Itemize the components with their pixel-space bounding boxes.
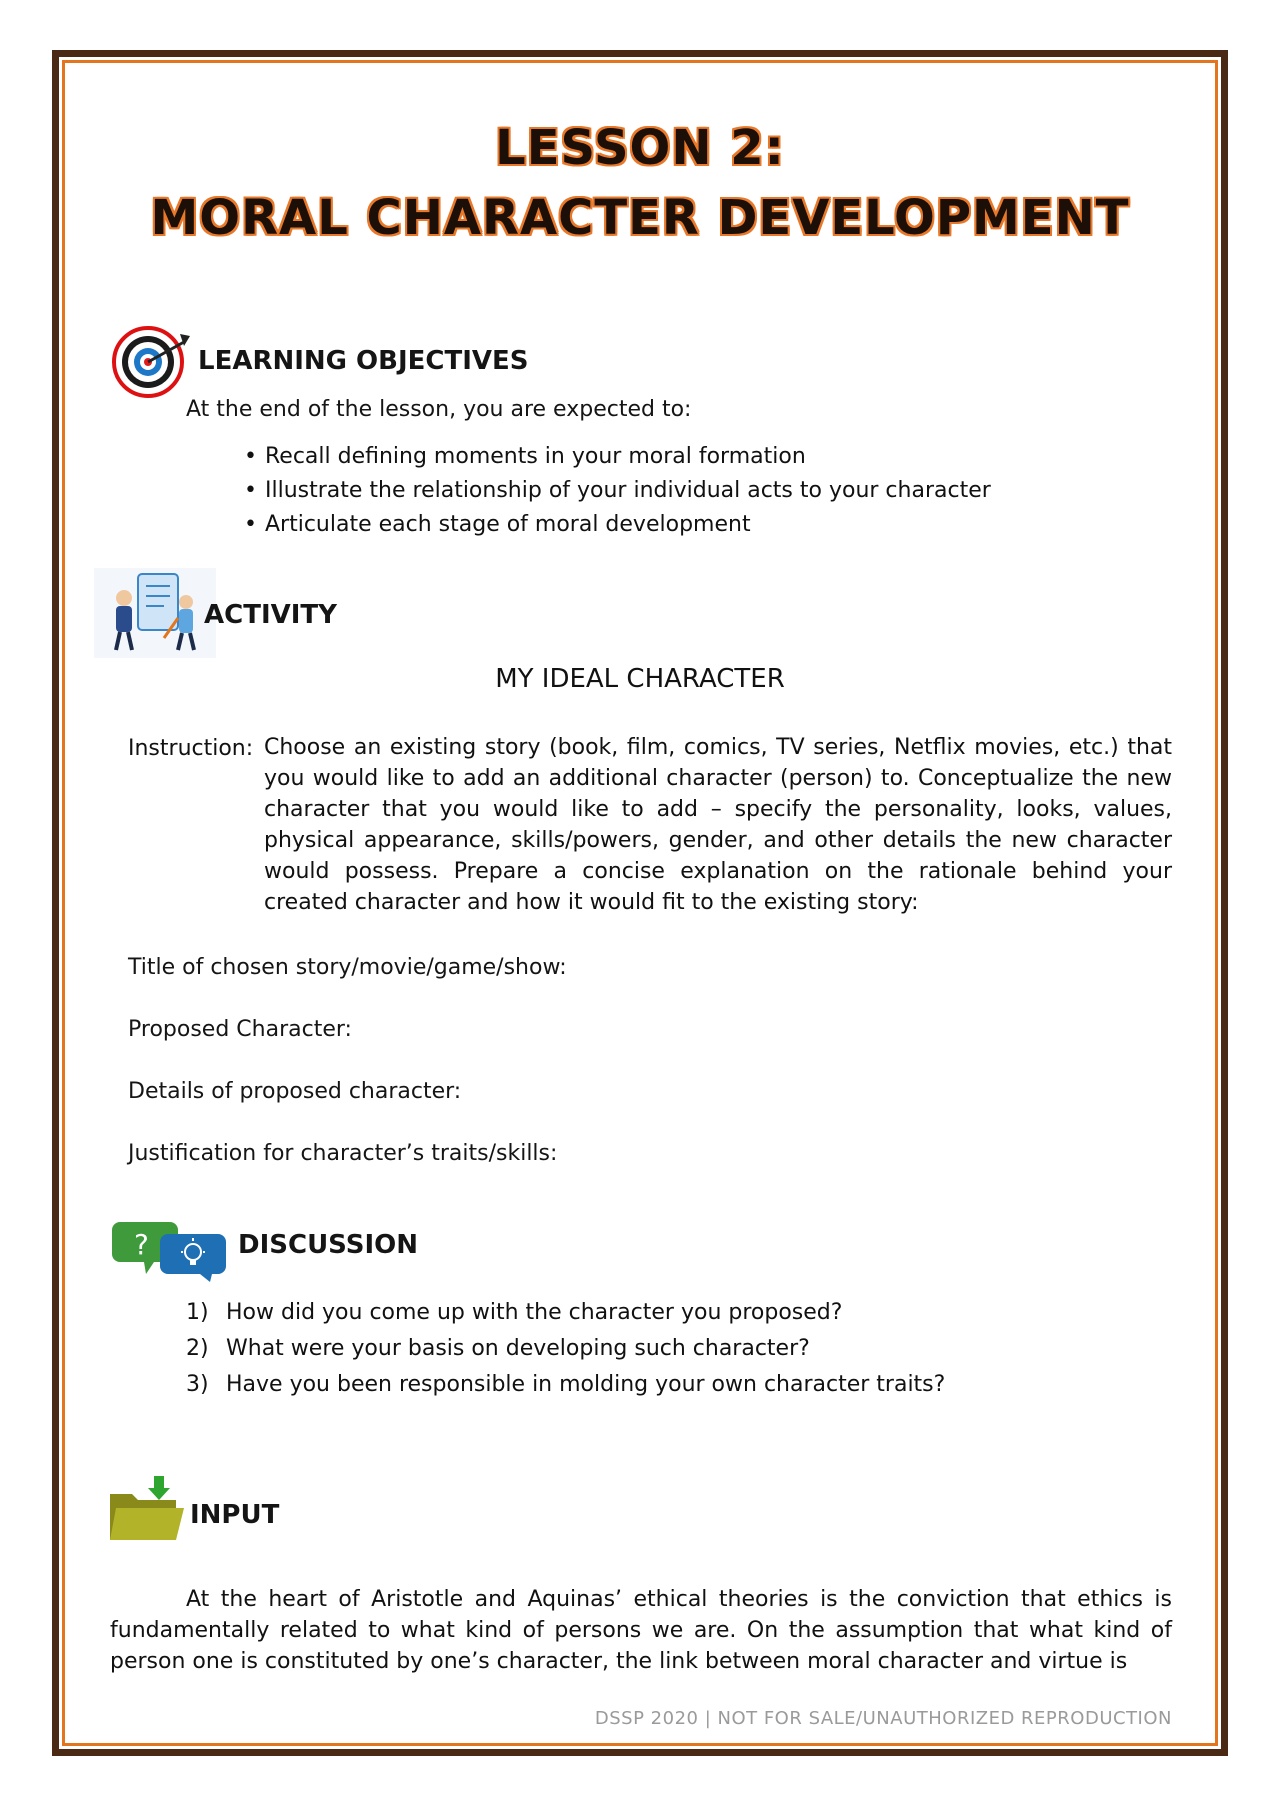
discussion-questions	[186, 1295, 945, 1403]
input-heading: INPUT	[190, 1500, 280, 1530]
instruction-label: Instruction:	[128, 736, 254, 761]
list-item: • Illustrate the relationship of your individual acts to your character	[244, 474, 991, 508]
field-justification: Justification for character’s traits/skills:	[128, 1141, 558, 1166]
speech-bubbles-icon	[110, 1218, 230, 1282]
list-item: • Articulate each stage of moral development	[244, 508, 991, 542]
discussion-heading: DISCUSSION	[238, 1230, 418, 1260]
objectives-intro: At the end of the lesson, you are expected to:	[186, 397, 692, 422]
list-item: 1) How did you come up with the character you proposed?	[186, 1300, 843, 1325]
learning-objectives-heading: LEARNING OBJECTIVES	[198, 346, 529, 376]
svg-text:?: ?	[134, 1228, 149, 1261]
list-item: • Recall defining moments in your moral formation	[244, 440, 991, 474]
lesson-number-title: LESSON 2:	[495, 120, 785, 176]
list-item: 2) What were your basis on developing such character?	[186, 1336, 810, 1361]
activity-subtitle: MY IDEAL CHARACTER	[495, 664, 785, 694]
field-proposed-character: Proposed Character:	[128, 1017, 352, 1042]
footer-copyright: DSSP 2020 | NOT FOR SALE/UNAUTHORIZED REPRODUCTION	[594, 1708, 1172, 1729]
activity-heading: ACTIVITY	[204, 600, 337, 630]
objectives-list	[244, 440, 991, 542]
lesson-title: MORAL CHARACTER DEVELOPMENT	[150, 190, 1130, 246]
instruction-text: Choose an existing story (book, film, comics, TV series, Netflix movies, etc.) that you would like to add an additional character (person) to. Conceptualize the new character that you would like to add – specify the personality, looks, values, physical appearance, skills/powers, gender, and other details the new character would possess. Prepare a concise explanation on the rationale behind your created character and how it would fit to the existing story:	[264, 735, 1172, 915]
field-character-details: Details of proposed character:	[128, 1079, 462, 1104]
list-item: 3) Have you been responsible in molding your own character traits?	[186, 1372, 946, 1397]
field-story-title: Title of chosen story/movie/game/show:	[128, 955, 567, 980]
folder-download-icon	[106, 1476, 186, 1544]
input-paragraph: At the heart of Aristotle and Aquinas’ ethical theories is the conviction that ethics is fundamentally related to what kind of persons we are. On the assumption that what kind of person one is constituted by one’s character, the link between moral character and virtue is	[110, 1587, 1172, 1674]
target-icon	[110, 322, 192, 398]
activity-illustration-icon	[94, 568, 216, 658]
